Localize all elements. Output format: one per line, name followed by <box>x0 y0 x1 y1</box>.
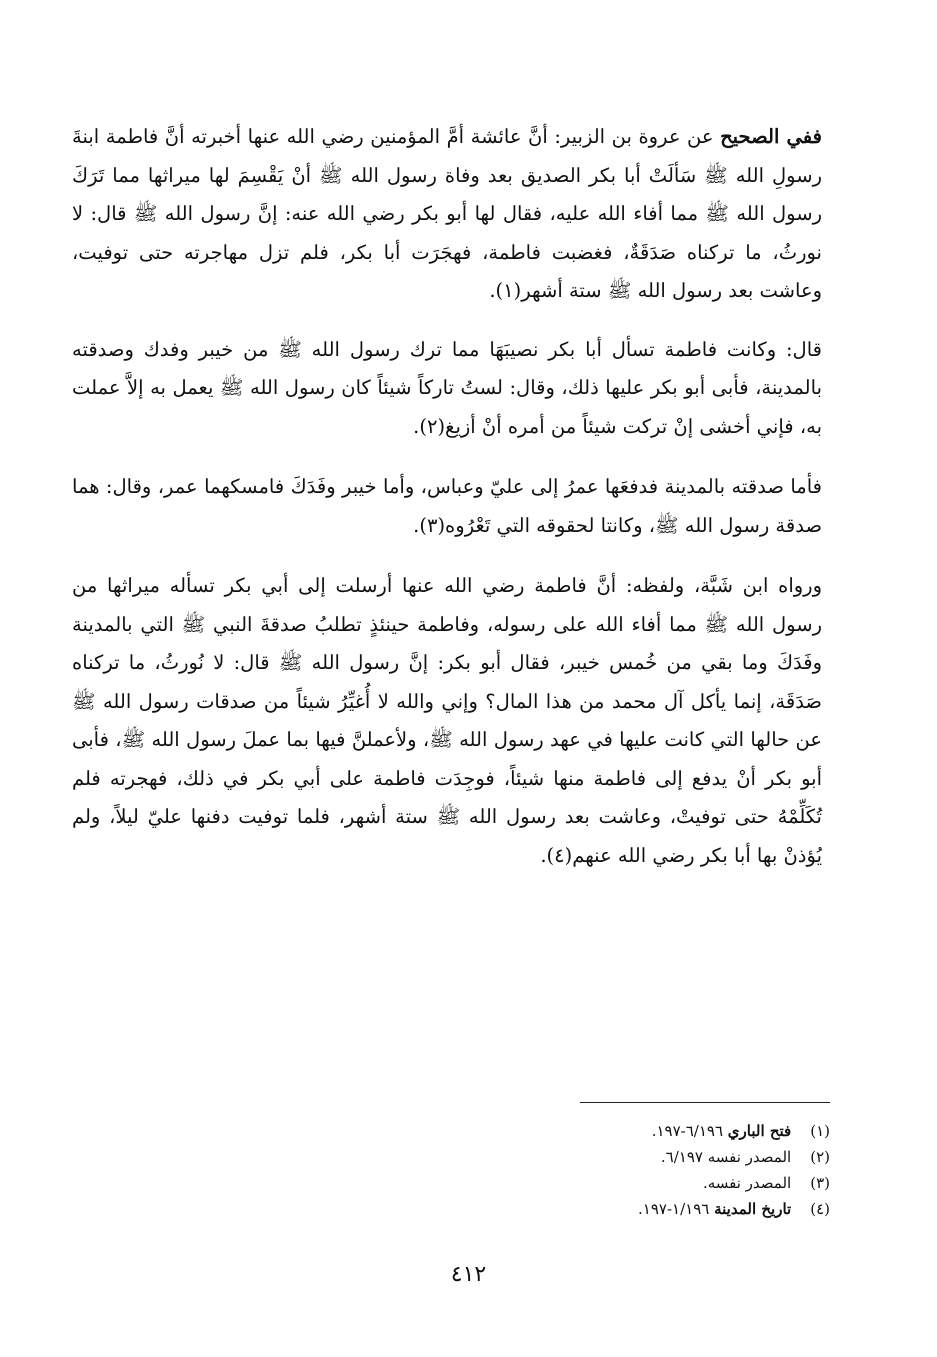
footnote-1 <box>420 1118 830 1144</box>
paragraph-1-lead: ففي الصحيح <box>720 125 822 148</box>
footnote-4-number: (٤) <box>810 1200 830 1218</box>
paragraph-4-text: ورواه ابن شَبَّة، ولفظه: أنَّ فاطمة رضي الله عنها أرسلت إلى أبي بكر تسأله ميراثها من رسول الله ﷺ مما أفاء الله على رسوله، وفاطمة حينئذٍ تطلبُ صدقةَ النبي ﷺ التي بالمدينة وفَدَكَ وما بقي من خُمس خيبر، فقال أبو بكر: إنَّ رسول الله ﷺ قال: لا نُورثُ، ما تركناه صَدَقَة، إنما يأكل آل محمد من هذا المال؟ وإني والله لا أُغيِّرُ شيئاً من صدقات رسول الله ﷺ عن حالها التي كانت عليها في عهد رسول الله ﷺ، ولأعملنَّ فيها بما عملَ رسول الله ﷺ، فأبى أبو بكر أنْ يدفع إلى فاطمة منها شيئاً، فوجِدَت فاطمة على أبي بكر في ذلك، فهجرته فلم تُكَلِّمْهُ حتى توفيتْ، وعاشت بعد رسول الله ﷺ ستة أشهر، فلما توفيت دفنها عليّ ليلاً، ولم يُؤذنْ بها أبا بكر رضي الله عنهم(٤). <box>72 574 822 867</box>
footnote-3-number: (٣) <box>810 1174 830 1192</box>
paragraph-2-text: قال: وكانت فاطمة تسأل أبا بكر نصيبَهَا مما ترك رسول الله ﷺ من خيبر وفدك وصدقته بالمدينة، فأبى أبو بكر عليها ذلك، وقال: لستُ تاركاً شيئاً كان رسول الله ﷺ يعمل به إلاَّ عملت به، فإني أخشى إنْ تركت شيئاً من أمره أنْ أزيغ(٢). <box>72 337 822 438</box>
footnote-2-number: (٢) <box>810 1148 830 1166</box>
paragraph-1 <box>72 118 822 311</box>
body-text <box>72 118 822 875</box>
footnote-4-source: تاريخ المدينة <box>714 1200 792 1218</box>
paragraph-4 <box>72 567 822 875</box>
footnote-4-text: ١/١٩٦-١٩٧. <box>638 1200 715 1218</box>
footnote-3-text: المصدر نفسه. <box>702 1174 792 1192</box>
footnote-4 <box>420 1196 830 1222</box>
page-number: ٤١٢ <box>450 1262 487 1287</box>
footnote-1-source: فتح الباري <box>727 1122 792 1140</box>
footnote-1-number: (١) <box>810 1122 830 1140</box>
footnote-2-text: المصدر نفسه ٦/١٩٧. <box>660 1148 792 1166</box>
footnote-divider <box>580 1102 830 1103</box>
paragraph-1-text: عن عروة بن الزبير: أنَّ عائشة أمَّ المؤمنين رضي الله عنها أخبرته أنَّ فاطمة ابنةَ رسولِ الله ﷺ سَألَتْ أبا بكر الصديق بعد وفاة رسول الله ﷺ أنْ يَقْسِمَ لها ميراثها مما تَرَكَ رسول الله ﷺ مما أفاء الله عليه، فقال لها أبو بكر رضي الله عنه: إنَّ رسول الله ﷺ قال: لا نورثُ، ما تركناه صَدَقَةٌ، فغضبت فاطمة، فهجَرَت أبا بكر، فلم تزل مهاجرته حتى توفيت، وعاشت بعد رسول الله ﷺ ستة أشهر(١). <box>72 125 822 302</box>
paragraph-3 <box>72 468 822 545</box>
paragraph-2 <box>72 331 822 447</box>
footnote-2 <box>420 1144 830 1170</box>
footnote-3 <box>420 1170 830 1196</box>
footnote-1-text: ٦/١٩٦-١٩٧. <box>651 1122 728 1140</box>
footnotes <box>420 1118 830 1222</box>
paragraph-3-text: فأما صدقته بالمدينة فدفعَها عمرُ إلى عليّ وعباس، وأما خيبر وفَدَكَ فامسكهما عمر، وقال: هما صدقة رسول الله ﷺ، وكانتا لحقوقه التي تَعْرُوه(٣). <box>72 475 822 537</box>
